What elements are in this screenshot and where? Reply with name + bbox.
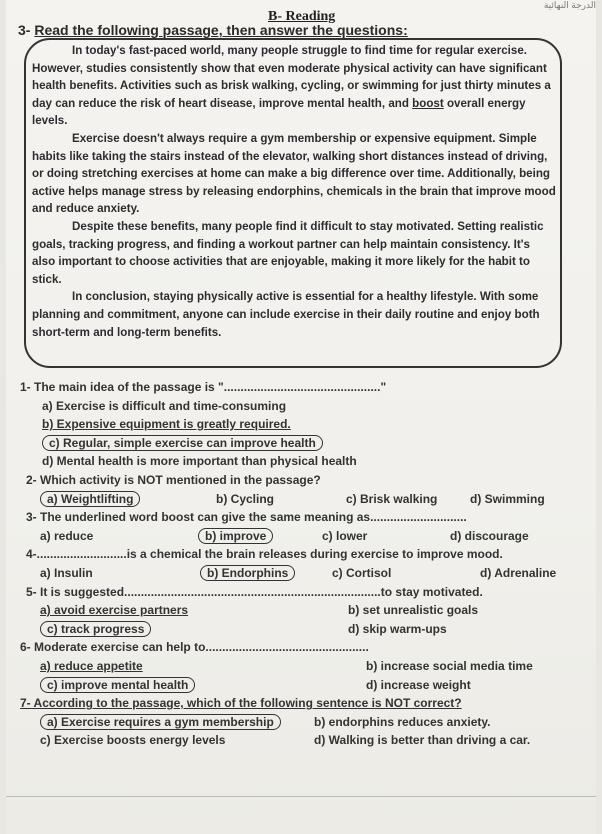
circled-answer: b) Endorphins bbox=[200, 565, 295, 581]
section-title: B- Reading bbox=[268, 9, 336, 24]
question-7-option-d[interactable]: d) Walking is better than driving a car. bbox=[314, 733, 531, 748]
question-4 bbox=[20, 545, 580, 564]
option-text: a) reduce appetite bbox=[40, 658, 143, 673]
question-5-options-row-2 bbox=[20, 620, 580, 639]
answer-blank: ............................................................................. bbox=[124, 584, 381, 599]
question-6-option-a[interactable] bbox=[40, 657, 366, 676]
question-2-option-c[interactable]: c) Brisk walking bbox=[346, 491, 438, 506]
underlined-word-boost: boost bbox=[412, 96, 444, 110]
question-4-stem: is a chemical the brain releases during exercise to improve mood. bbox=[126, 547, 503, 562]
question-3-stem: 3- The underlined word boost can give the same meaning as bbox=[26, 510, 371, 525]
answer-blank: ................................................. bbox=[205, 640, 369, 655]
question-4-options bbox=[20, 564, 580, 583]
option-text: b) Expensive equipment is greatly required. bbox=[42, 417, 291, 432]
circled-answer: c) track progress bbox=[40, 621, 151, 637]
header-top-text: الدرجة النهائية bbox=[543, 0, 596, 10]
passage-p1-end: overall energy levels. bbox=[32, 96, 526, 128]
question-5-option-b[interactable]: b) set unrealistic goals bbox=[348, 603, 479, 618]
question-1-option-a[interactable]: a) Exercise is difficult and time-consuming bbox=[42, 398, 287, 413]
passage-p1-text: In today's fast-paced world, many people struggle to find time for regular exercise. However, studies consistently show that even moderate physical activity can have significant health benefits. Activities such as brisk walking, cycling, or swimming for just thirty minutes a day can reduce the risk of heart disease, improve mental health, and bbox=[32, 44, 551, 110]
answer-blank: ........................... bbox=[36, 547, 127, 562]
circled-answer: a) Weightlifting bbox=[40, 491, 140, 507]
question-3 bbox=[20, 508, 580, 527]
question-5-option-d[interactable]: d) skip warm-ups bbox=[348, 621, 447, 636]
question-1-option-c[interactable] bbox=[20, 434, 580, 453]
passage-paragraph-1 bbox=[32, 42, 556, 130]
question-1-option-d[interactable] bbox=[20, 452, 580, 471]
question-2 bbox=[20, 471, 580, 490]
question-6-stem: 6- Moderate exercise can help to bbox=[20, 640, 206, 655]
question-6-options-row-1 bbox=[20, 657, 580, 676]
exam-sheet bbox=[6, 0, 596, 834]
question-6-options-row-2 bbox=[20, 676, 580, 695]
question-3-option-d[interactable]: d) discourage bbox=[450, 528, 529, 543]
reading-passage bbox=[32, 42, 556, 341]
question-3-instruction: Read the following passage, then answer the questions: bbox=[34, 22, 408, 38]
question-1 bbox=[20, 378, 580, 397]
question-1-option-b[interactable] bbox=[20, 415, 580, 434]
question-2-stem: 2- Which activity is NOT mentioned in the passage? bbox=[26, 472, 321, 487]
question-3-option-b[interactable] bbox=[198, 527, 322, 546]
question-4-option-d[interactable]: d) Adrenaline bbox=[480, 565, 557, 580]
page-divider bbox=[6, 796, 596, 797]
question-1-stem-end: " bbox=[380, 380, 387, 394]
question-4-number: 4- bbox=[26, 547, 37, 562]
question-1-stem: 1- The main idea of the passage is " bbox=[20, 380, 224, 394]
question-2-option-d[interactable]: d) Swimming bbox=[470, 491, 545, 506]
question-5-options-row-1 bbox=[20, 601, 580, 620]
question-5-stem: 5- It is suggested bbox=[26, 584, 125, 599]
question-2-option-a[interactable] bbox=[40, 490, 216, 509]
question-6-option-d[interactable]: d) increase weight bbox=[366, 677, 471, 692]
question-7-option-c[interactable]: c) Exercise boosts energy levels bbox=[40, 733, 226, 748]
question-3-options bbox=[20, 527, 580, 546]
question-3-option-c[interactable]: c) lower bbox=[322, 528, 368, 543]
answer-blank: ............................................... bbox=[223, 380, 381, 394]
circled-answer: a) Exercise requires a gym membership bbox=[40, 714, 281, 730]
question-3-number: 3- bbox=[18, 22, 31, 38]
passage-paragraph-3: Despite these benefits, many people find it difficult to stay motivated. Setting realistic goals, tracking progress, and finding a workout partner can help maintain consistency. It's also important to choose activities that are enjoyable, making it more likely for the habit to stick. bbox=[32, 219, 544, 286]
question-7-options-row-2 bbox=[20, 731, 580, 750]
question-5 bbox=[20, 583, 580, 602]
question-7-option-a[interactable] bbox=[40, 713, 314, 732]
question-6-option-b[interactable]: b) increase social media time bbox=[366, 658, 533, 673]
passage-paragraph-4: In conclusion, staying physically active is essential for a healthy lifestyle. With some planning and commitment, anyone can include exercise in their daily routine and enjoy both short-term and long-term benefits. bbox=[32, 290, 540, 339]
question-3-heading bbox=[18, 22, 408, 38]
question-5-option-a[interactable] bbox=[40, 601, 348, 620]
circled-answer: c) Regular, simple exercise can improve health bbox=[42, 435, 323, 451]
question-5-option-c[interactable] bbox=[40, 620, 348, 639]
question-2-options bbox=[20, 490, 580, 509]
option-text: d) Mental health is more important than physical health bbox=[42, 454, 357, 469]
circled-answer: c) improve mental health bbox=[40, 677, 195, 693]
question-4-option-b[interactable] bbox=[200, 564, 332, 583]
question-7-option-b[interactable]: b) endorphins reduces anxiety. bbox=[314, 714, 491, 729]
passage-paragraph-2: Exercise doesn't always require a gym membership or expensive equipment. Simple habits like taking the stairs instead of the elevator, walking short distances instead of driving, or doing stretching exercises at home can make a big difference over time. Additionally, being active helps manage stress by releasing endorphins, chemicals in the brain that improve mood and reduce anxiety. bbox=[32, 131, 556, 216]
question-7-options-row-1 bbox=[20, 713, 580, 732]
question-7-stem: 7- According to the passage, which of the following sentence is NOT correct? bbox=[20, 696, 462, 711]
questions-list bbox=[20, 378, 580, 750]
question-7 bbox=[20, 694, 580, 713]
answer-blank: ............................. bbox=[370, 510, 467, 525]
circled-answer: b) improve bbox=[198, 528, 273, 544]
question-4-option-a[interactable]: a) Insulin bbox=[40, 565, 93, 580]
question-4-option-c[interactable]: c) Cortisol bbox=[332, 565, 392, 580]
option-text: a) avoid exercise partners bbox=[40, 603, 189, 618]
question-2-option-b[interactable]: b) Cycling bbox=[216, 491, 275, 506]
question-6 bbox=[20, 638, 580, 657]
question-6-option-c[interactable] bbox=[40, 676, 366, 695]
question-5-stem-end: to stay motivated. bbox=[380, 584, 483, 599]
question-3-option-a[interactable]: a) reduce bbox=[40, 528, 94, 543]
